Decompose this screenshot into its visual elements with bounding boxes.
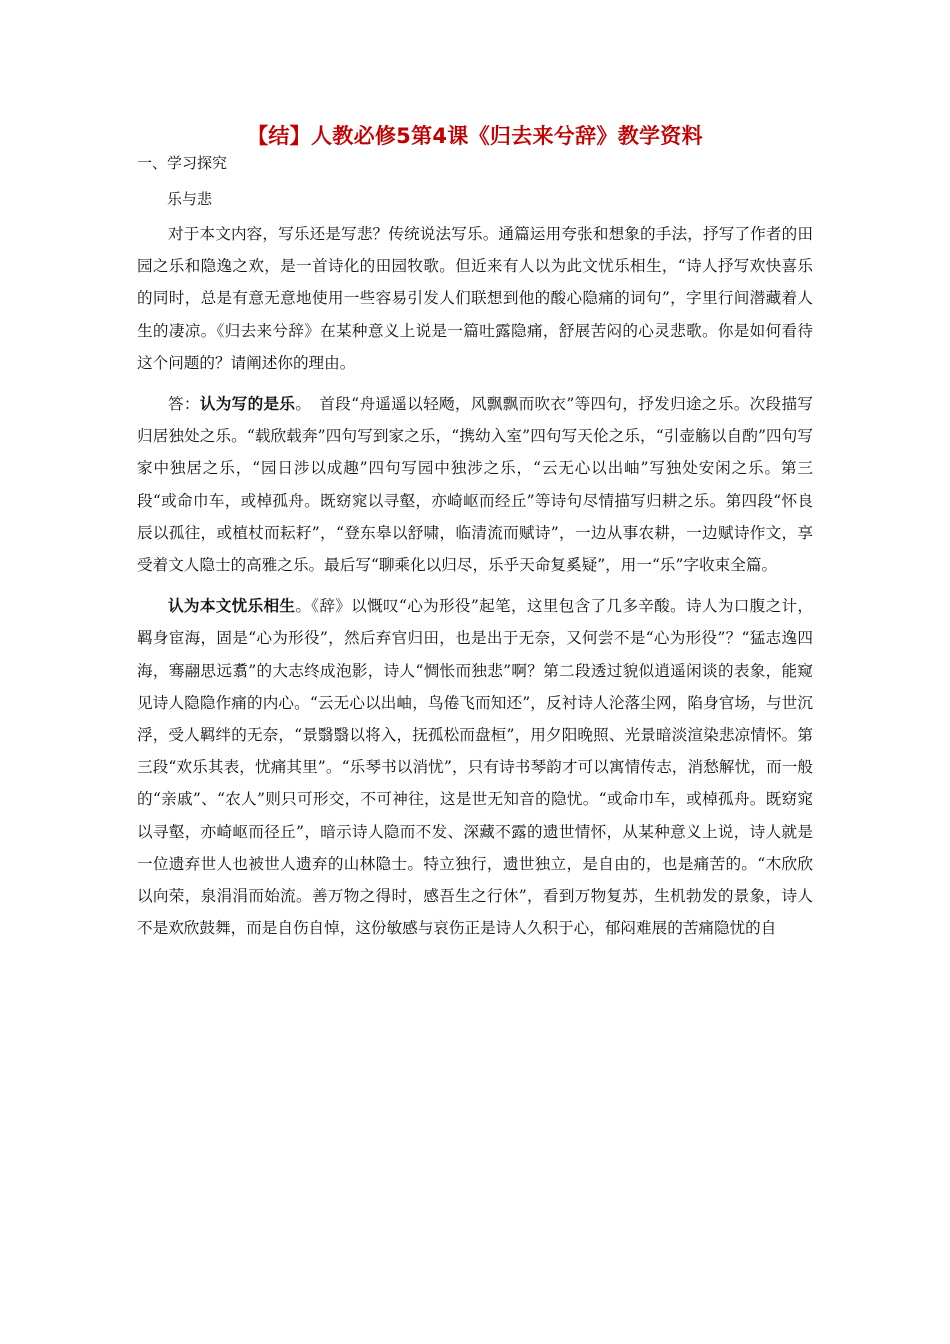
sub-heading: 乐与悲 <box>167 190 213 208</box>
answer-paragraph-2 <box>137 590 813 944</box>
document-title: 【结】人教必修5第4课《归去来兮辞》教学资料 <box>247 124 703 148</box>
question-paragraph: 对于本文内容，写乐还是写悲？传统说法写乐。通篇运用夸张和想象的手法，抒写了作者的田园之乐和隐逸之欢，是一首诗化的田园牧歌。但近来有人以为此文忧乐相生，“诗人抒写欢快喜乐的同时，总是有意无意地使用一些容易引发人们联想到他的酸心隐痛的词句”，字里行间潜藏着人生的凄凉。《归去来兮辞》在某种意义上说是一篇吐露隐痛，舒展苦闷的心灵悲歌。你是如何看待这个问题的？请阐述你的理由。 <box>137 225 813 372</box>
answer-2-claim: 认为本文忧乐相生 <box>168 596 296 616</box>
answer-1-body: 。 首段“舟遥遥以轻飏，风飘飘而吹衣”等四句，抒发归途之乐。次段描写归居独处之乐。“载欣载奔”四句写到家之乐，“携幼入室”四句写天伦之乐，“引壶觞以自酌”四句写家中独居之乐，“园日涉以成趣”四句写园中独涉之乐，“云无心以出岫”写独处安闲之乐。第三段“或命巾车，或棹孤舟。既窈窕以寻壑，亦崎岖而经丘”等诗句尽情描写归耕之乐。第四段“怀良辰以孤往，或植杖而耘耔”，“登东皋以舒啸，临清流而赋诗”，一边从事农耕，一边赋诗作文，享受着文人隐士的高雅之乐。最后写“聊乘化以归尽，乐乎天命复奚疑”，用一“乐”字收束全篇。 <box>137 395 813 575</box>
document-page <box>137 120 813 944</box>
answer-2-body: 。《辞》以慨叹“心为形役”起笔，这里包含了几多辛酸。诗人为口腹之计，羁身宦海，固是“心为形役”，然后弃官归田，也是出于无奈，又何尝不是“心为形役”？“猛志逸四海，骞翮思远翥”的大志终成泡影，诗人“惆怅而独悲”啊？第二段透过貌似逍遥闲谈的表象，能窥见诗人隐隐作痛的内心。“云无心以出岫，鸟倦飞而知还”，反衬诗人沦落尘网，陷身官场，与世沉浮，受人羁绊的无奈，“景翳翳以将入，抚孤松而盘桓”，用夕阳晚照、光景暗淡渲染悲凉情怀。第三段“欢乐其表，忧痛其里”。“乐琴书以消忧”，只有诗书琴韵才可以寓情传志，消愁解忧，而一般的“亲戚”、“农人”则只可形交，不可神往，这是世无知音的隐忧。“或命巾车，或棹孤舟。既窈窕以寻壑，亦崎岖而径丘”，暗示诗人隐而不发、深藏不露的遗世情怀，从某种意义上说，诗人就是一位遗弃世人也被世人遗弃的山林隐士。特立独行，遗世独立，是自由的，也是痛苦的。“木欣欣以向荣，泉涓涓而始流。善万物之得时，感吾生之行休”，看到万物复苏，生机勃发的景象，诗人不是欢欣鼓舞，而是自伤自悼，这份敏感与哀伤正是诗人久积于心，郁闷难展的苦痛隐忧的自 <box>137 597 813 938</box>
section-heading: 一、学习探究 <box>137 154 228 172</box>
answer-lead: 答： <box>168 395 200 414</box>
answer-paragraph-1 <box>137 388 813 581</box>
answer-1-claim: 认为写的是乐 <box>199 394 296 414</box>
